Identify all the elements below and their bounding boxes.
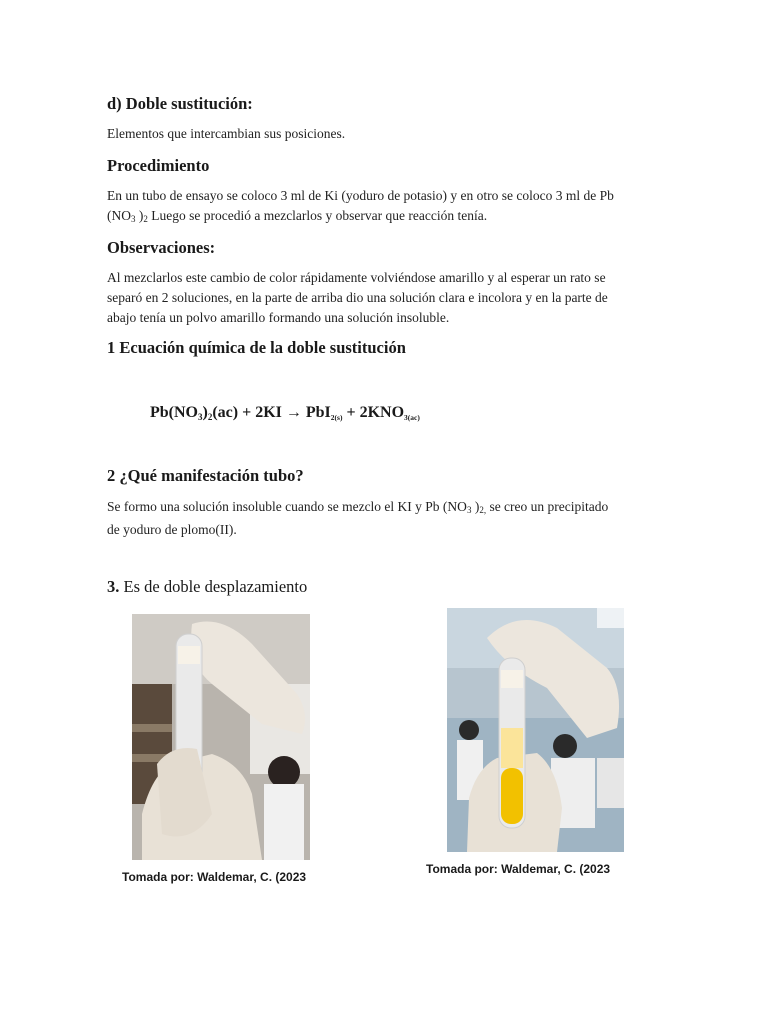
q2-line-2: de yoduro de plomo(II). bbox=[107, 522, 237, 537]
procedimiento-line-2: ($NO_3$ )$_2$ Luego se procedió a mezclarlos y observar que reacción tenía. bbox=[107, 208, 488, 224]
section-d-heading: d) Doble sustitución: bbox=[107, 94, 253, 113]
observaciones-line-3: abajo tenía un polvo amarillo formando una solución insoluble. bbox=[107, 310, 450, 325]
observaciones-line-1: Al mezclarlos este cambio de color rápidamente volviéndose amarillo y al esperar un rato se bbox=[107, 270, 606, 285]
q2-line-1: Se formo una solución insoluble cuando se mezclo el KI y Pb ($NO_3$ )$_{2,}$ se creo un precipitado bbox=[107, 499, 609, 515]
observaciones-heading: Observaciones: bbox=[107, 238, 216, 257]
test-tube-photo-left bbox=[132, 614, 310, 860]
section-d-description: Elementos que intercambian sus posiciones. bbox=[107, 126, 346, 141]
q2-answer bbox=[107, 497, 707, 540]
procedimiento-paragraph bbox=[107, 186, 707, 229]
test-tube-photo-right bbox=[447, 608, 624, 852]
q2-heading: 2 ¿Qué manifestación tubo? bbox=[107, 466, 304, 485]
chemical-equation: $Pb(NO_3)_2(ac) + 2KI \to PbI_{2(s)} + 2KNO_{3(ac)}$ bbox=[150, 404, 420, 422]
observaciones-line-2: separó en 2 soluciones, en la parte de arriba dio una solución clara e incolora y en la parte de bbox=[107, 290, 608, 305]
q3-heading: 3. Es de doble desplazamiento bbox=[107, 577, 308, 596]
photo-caption-left: Tomada por: Waldemar, C. (2023 bbox=[122, 870, 307, 884]
q1-heading: 1 Ecuación química de la doble sustitución bbox=[107, 338, 406, 357]
procedimiento-line-1: En un tubo de ensayo se coloco 3 ml de Ki (yoduro de potasio) y en otro se coloco 3 ml de Pb bbox=[107, 188, 614, 203]
procedimiento-heading: Procedimiento bbox=[107, 156, 210, 175]
observaciones-paragraph bbox=[107, 268, 707, 328]
photo-caption-right: Tomada por: Waldemar, C. (2023 bbox=[426, 862, 611, 876]
